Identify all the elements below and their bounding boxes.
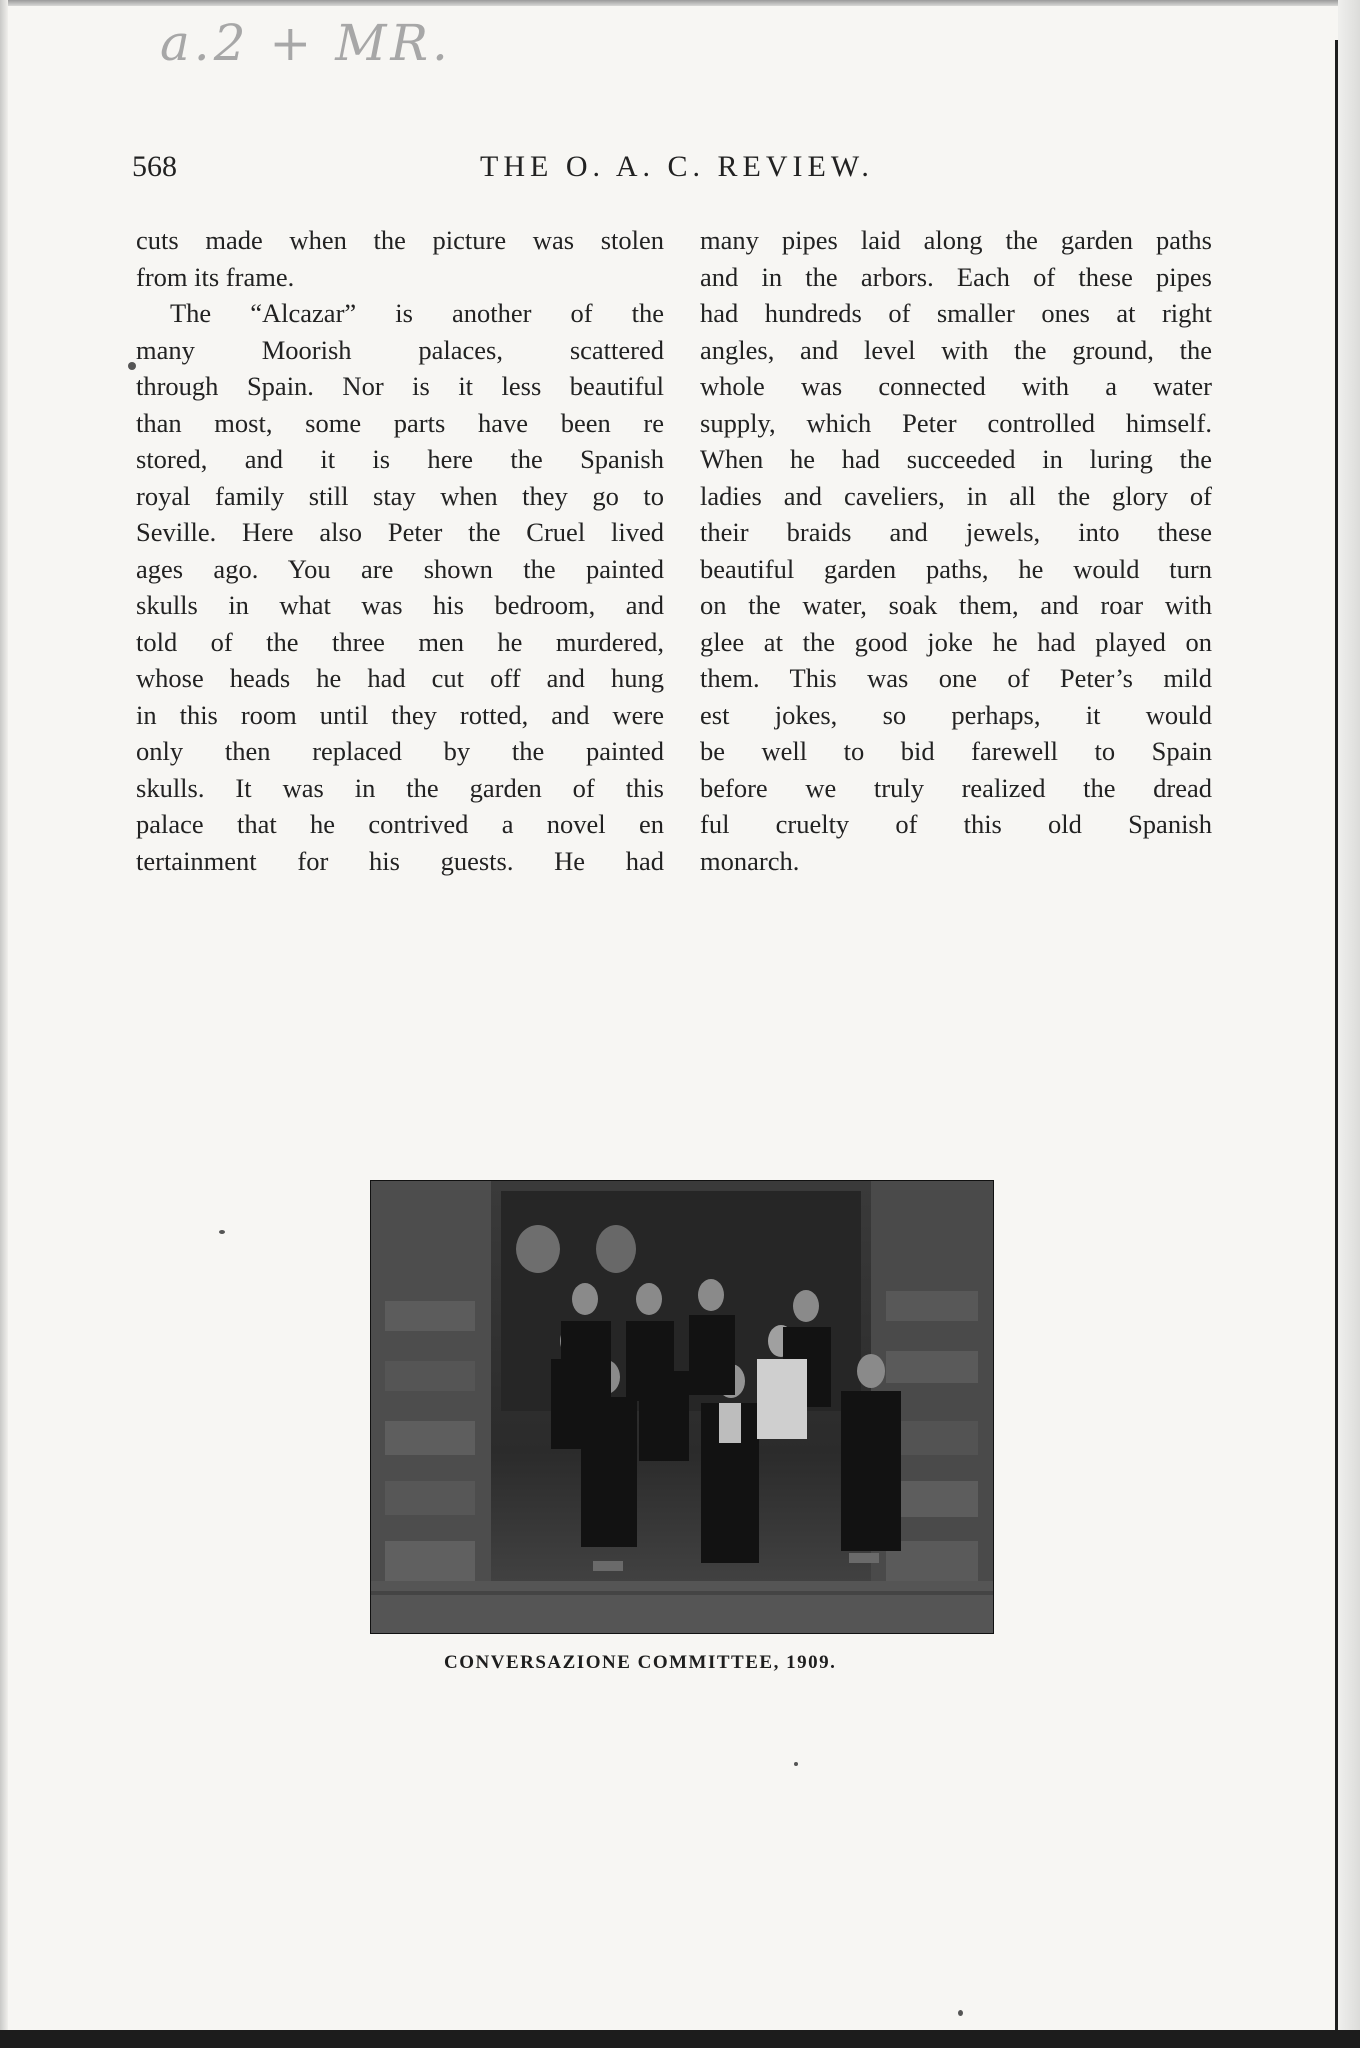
text-line: ladies and caveliers, in all the glory of [700,480,1212,511]
paper-speck [219,1230,225,1234]
text-line: than most, some parts have been re [136,407,664,438]
text-line: their braids and jewels, into these [700,517,1212,547]
text-line: had hundreds of smaller ones at right [700,298,1212,328]
text-line: royal family still stay when they go to [136,480,664,511]
text-line: whole was connected with a water [700,371,1212,401]
text-line: Seville. Here also Peter the Cruel lived [136,517,664,547]
handwritten-note: a.2 + MR. [160,14,452,72]
text-line: and in the arbors. Each of these pipes [700,261,1212,292]
text-line: many Moorish palaces, scattered [136,334,664,365]
text-line: be well to bid farewell to Spain [700,736,1212,766]
text-line: skulls. It was in the garden of this [136,772,664,803]
page-right-edge [1338,0,1360,2048]
text-line: glee at the good joke he had played on [700,626,1212,657]
text-line: them. This was one of Peter’s mild [700,663,1212,693]
text-line: supply, which Peter controlled himself. [700,407,1212,438]
text-line: palace that he contrived a novel en [136,809,664,839]
text-line: in this room until they rotted, and were [136,699,664,730]
page-number: 568 [132,150,177,183]
page-bottom-edge [0,2030,1360,2048]
text-line: stored, and it is here the Spanish [136,444,664,474]
paper-speck [958,2010,963,2016]
text-line: The “Alcazar” is another of the [170,298,664,328]
text-line: skulls in what was his bedroom, and [136,590,664,620]
text-line: only then replaced by the painted [136,736,664,766]
text-line: from its frame. [136,261,295,292]
left-text-column [136,222,664,879]
text-line: many pipes laid along the garden paths [700,225,1212,255]
right-text-column [700,222,1212,879]
committee-photograph [370,1180,994,1634]
text-line: through Spain. Nor is it less beautiful [136,371,664,401]
text-line: monarch. [700,845,800,876]
text-line: When he had succeeded in luring the [700,444,1212,474]
text-line: angles, and level with the ground, the [700,334,1212,365]
text-line: ful cruelty of this old Spanish [700,809,1212,839]
text-line: beautiful garden paths, he would turn [700,553,1212,584]
text-line: before we truly realized the dread [700,772,1212,803]
text-line: whose heads he had cut off and hung [136,663,664,693]
text-line: told of the three men he murdered, [136,626,664,657]
text-line: cuts made when the picture was stolen [136,225,664,255]
text-line: on the water, soak them, and roar with [700,590,1212,620]
running-head: THE O. A. C. REVIEW. [480,150,874,183]
text-line: est jokes, so perhaps, it would [700,699,1212,730]
text-line: ages ago. You are shown the painted [136,553,664,584]
photo-caption: CONVERSAZIONE COMMITTEE, 1909. [444,1652,837,1673]
text-line: tertainment for his guests. He had [136,845,664,876]
page-top-edge [0,0,1360,6]
page-left-edge [0,0,8,2048]
paper-speck [794,1762,798,1766]
paper-speck [128,362,136,370]
